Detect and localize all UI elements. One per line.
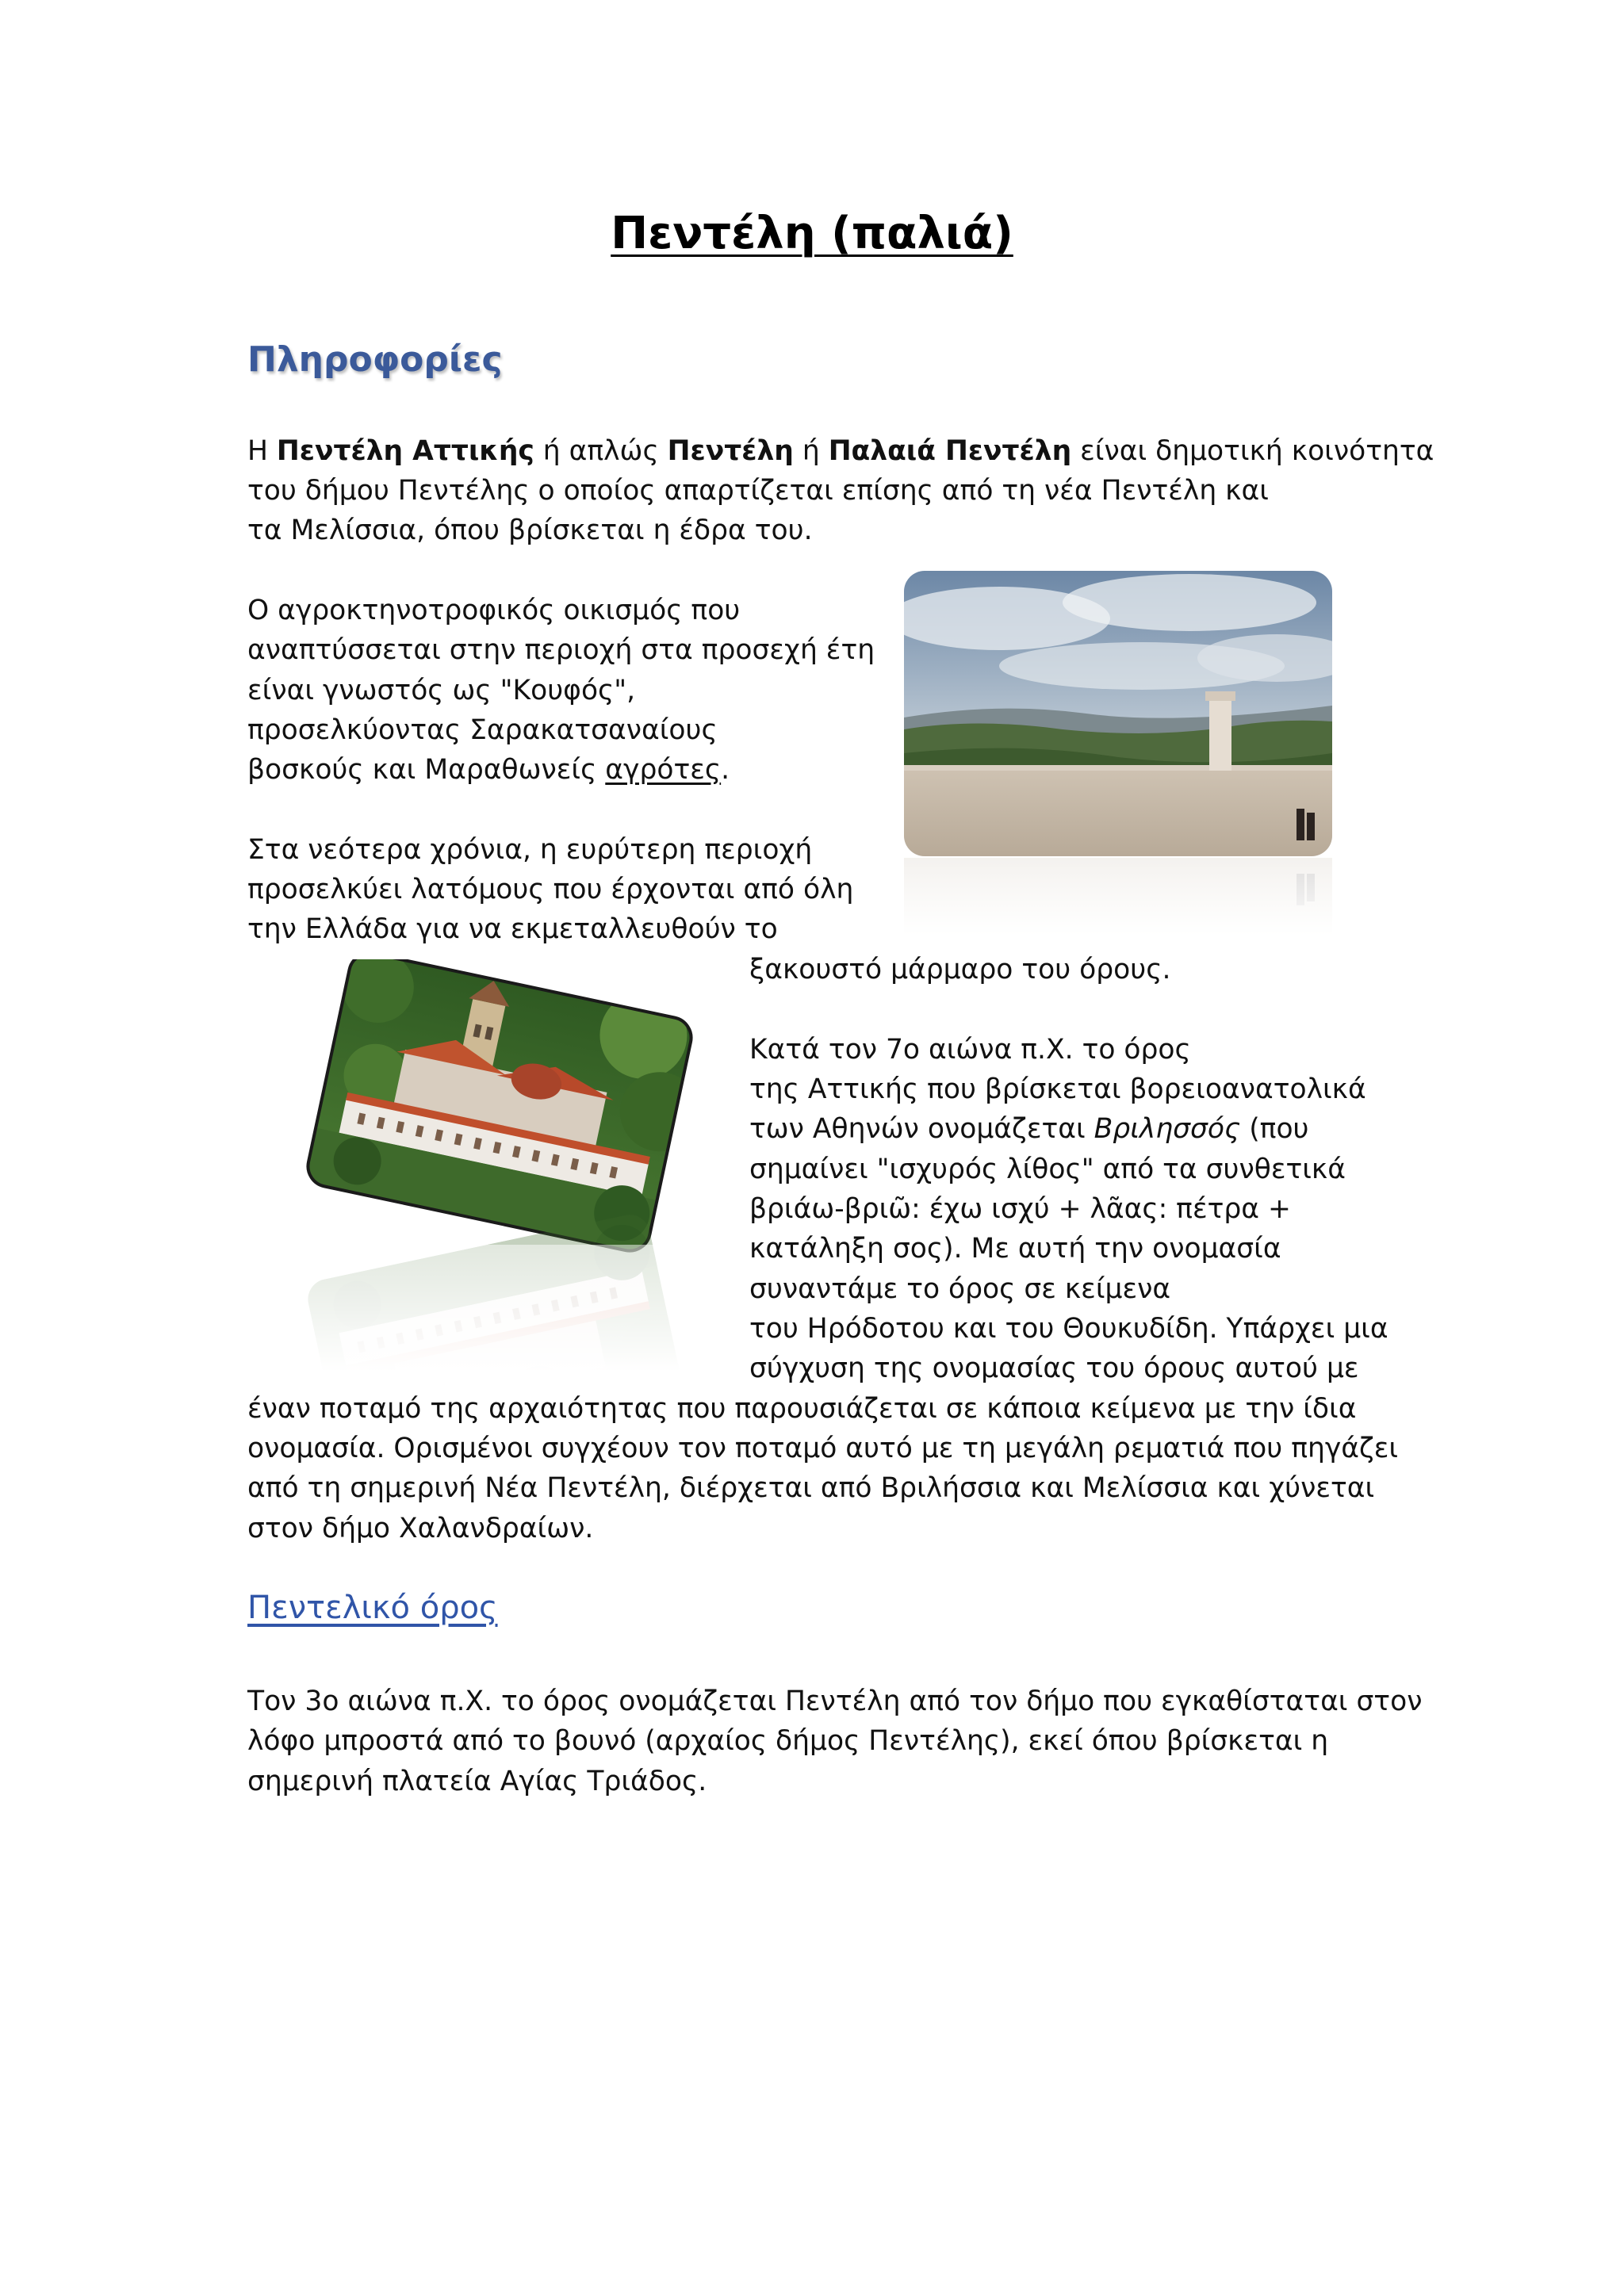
p2-line: αναπτύσσεται στην περιοχή στα προσεχή έτη bbox=[247, 634, 875, 666]
pentelic-heading-link[interactable]: Πεντελικό όρος bbox=[247, 1590, 498, 1626]
p4-line: της Αττικής που βρίσκεται βορειοανατολικά bbox=[749, 1073, 1366, 1105]
p3-line: την Ελλάδα για να εκμεταλλευθούν το bbox=[247, 913, 778, 945]
p4-line: έναν ποταμό της αρχαιότητας που παρουσιάζεται σε κάποια κείμενα με την ίδια bbox=[247, 1393, 1357, 1425]
farmers-link[interactable]: αγρότες bbox=[605, 754, 722, 786]
p5-line: σημερινή πλατεία Αγίας Τριάδος. bbox=[247, 1766, 707, 1797]
p4-line: ονομασία. Ορισμένοι συγχέουν τον ποταμό αυτό με τη μεγάλη ρεματιά που πηγάζει bbox=[247, 1433, 1399, 1464]
info-heading: Πληροφορίες bbox=[247, 339, 503, 380]
p4-line: Κατά τον 7ο αιώνα π.Χ. το όρος bbox=[749, 1034, 1191, 1066]
italic-term: Βριλησσός bbox=[1094, 1113, 1241, 1145]
p4-line: σημαίνει "ισχυρός λίθος" από τα συνθετικά bbox=[749, 1154, 1346, 1185]
text: βοσκούς και Μαραθωνείς bbox=[247, 754, 606, 786]
p4-line: κατάληξη σος). Με αυτή την ονομασία bbox=[749, 1233, 1281, 1265]
p5-line: Τον 3ο αιώνα π.Χ. το όρος ονομάζεται Πεντέλη από τον δήμο που εγκαθίσταται στον bbox=[247, 1686, 1423, 1717]
text: ή απλώς bbox=[534, 435, 668, 467]
text: είναι δημοτική κοινότητα bbox=[1071, 435, 1434, 467]
bold-term: Πεντέλη bbox=[667, 435, 794, 467]
p4-line: βριάω-βριῶ: έχω ισχύ + λᾶας: πέτρα + bbox=[749, 1193, 1291, 1225]
p4-line: στον δήμο Χαλανδραίων. bbox=[247, 1513, 594, 1544]
p4-line bbox=[749, 1109, 1309, 1150]
p3-line: Στα νεότερα χρόνια, η ευρύτερη περιοχή bbox=[247, 834, 813, 866]
document-title: Πεντέλη (παλιά) bbox=[611, 208, 1013, 259]
monastery-photo bbox=[293, 959, 698, 1372]
text: (που bbox=[1240, 1113, 1309, 1145]
terrace-photo bbox=[904, 571, 1332, 936]
p4-line: σύγχυση της ονομασίας του όρους αυτού με bbox=[749, 1353, 1359, 1384]
p2-line: είναι γνωστός ως "Κουφός", bbox=[247, 675, 636, 706]
p2-line: προσελκύοντας Σαρακατσαναίους bbox=[247, 714, 718, 746]
text: των Αθηνών ονομάζεται bbox=[749, 1113, 1094, 1145]
p3-line: ξακουστό μάρμαρο του όρους. bbox=[749, 954, 1171, 985]
p4-line: του Ηρόδοτου και του Θουκυδίδη. Υπάρχει μια bbox=[749, 1313, 1388, 1345]
bold-term: Παλαιά Πεντέλη bbox=[828, 435, 1072, 467]
intro-line-2: του δήμου Πεντέλης ο οποίος απαρτίζεται επίσης από τη νέα Πεντέλη και bbox=[247, 475, 1269, 507]
intro-line-3: τα Μελίσσια, όπου βρίσκεται η έδρα του. bbox=[247, 515, 813, 546]
text: ή bbox=[793, 435, 829, 467]
p5-line: λόφο μπροστά από το βουνό (αρχαίος δήμος Πεντέλης), εκεί όπου βρίσκεται η bbox=[247, 1725, 1329, 1757]
text: Η bbox=[247, 435, 277, 467]
p4-line: συναντάμε το όρος σε κείμενα bbox=[749, 1273, 1171, 1305]
bold-term: Πεντέλη Αττικής bbox=[276, 435, 534, 467]
p3-line: προσελκύει λατόμους που έρχονται από όλη bbox=[247, 874, 854, 905]
text: . bbox=[721, 754, 730, 786]
intro-line-1 bbox=[247, 431, 1434, 472]
p2-line bbox=[247, 750, 730, 790]
p2-line: Ο αγροκτηνοτροφικός οικισμός που bbox=[247, 595, 741, 626]
p4-line: από τη σημερινή Νέα Πεντέλη, διέρχεται από Βριλήσσια και Μελίσσια και χύνεται bbox=[247, 1472, 1375, 1504]
